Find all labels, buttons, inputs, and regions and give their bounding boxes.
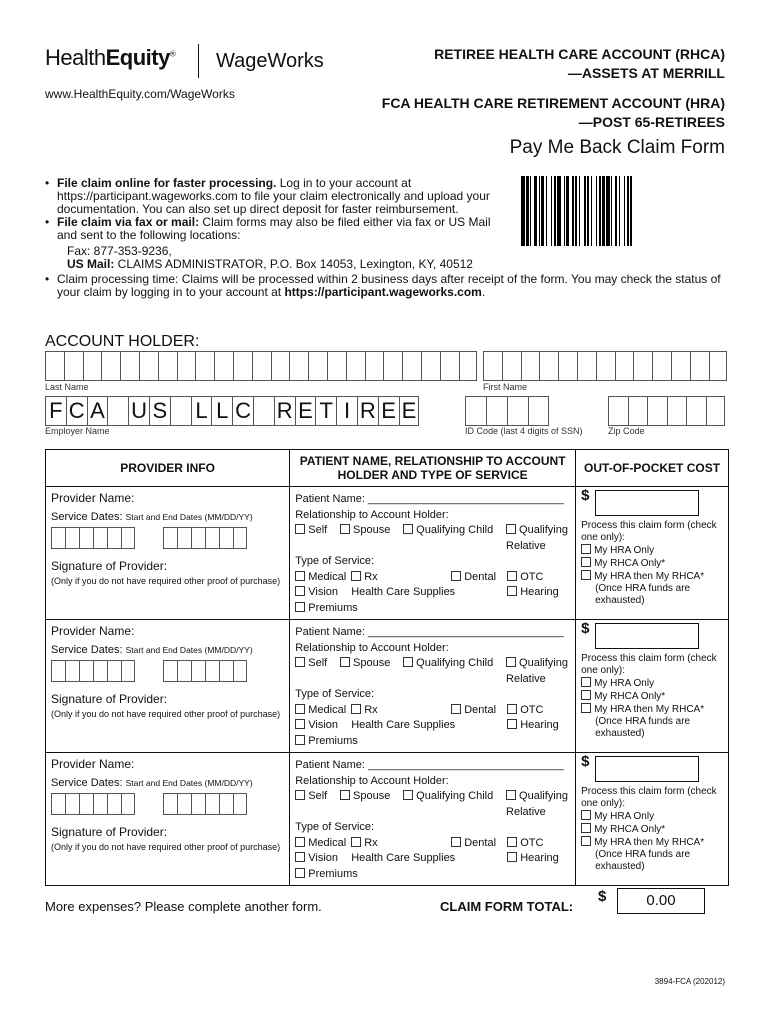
char-box[interactable] xyxy=(652,351,671,381)
char-box[interactable] xyxy=(271,351,290,381)
checkbox[interactable] xyxy=(351,704,361,714)
char-box[interactable] xyxy=(45,351,64,381)
claim-total-field[interactable]: 0.00 xyxy=(617,888,705,914)
char-box[interactable] xyxy=(120,351,139,381)
checkbox[interactable] xyxy=(581,810,591,820)
char-box[interactable] xyxy=(252,351,271,381)
service-dates-label: Service Dates: xyxy=(51,644,123,656)
provider-info-header: PROVIDER INFO xyxy=(46,450,290,487)
signature-label[interactable]: Signature of Provider: xyxy=(51,825,168,839)
checkbox[interactable] xyxy=(581,703,591,713)
checkbox[interactable] xyxy=(351,837,361,847)
provider-cell: Provider Name: Service Dates: Start and End Dates (MM/DD/YY) Signature of Provider: (Only if you do not have required other proof of purchase) xyxy=(46,620,289,749)
title-line-3: FCA HEALTH CARE RETIREMENT ACCOUNT (HRA) xyxy=(381,95,725,111)
date-boxes[interactable] xyxy=(163,793,247,815)
checkbox[interactable] xyxy=(581,677,591,687)
char-box[interactable]: R xyxy=(274,396,295,426)
char-box[interactable] xyxy=(690,351,709,381)
checkbox[interactable] xyxy=(351,571,361,581)
title-line-2: —ASSETS AT MERRILL xyxy=(567,65,725,81)
char-box[interactable] xyxy=(521,351,540,381)
zip-code-field[interactable] xyxy=(608,396,725,426)
cost-header: OUT-OF-POCKET COST xyxy=(576,450,729,487)
patient-cell: Patient Name: ________________________________ Relationship to Account Holder: Self Spouse Qualifying Child Qualifying Relative Type of Service: Medical Rx Dental OTC Vision Health Care Supplies Hearing Premiums xyxy=(290,620,575,752)
checkbox[interactable] xyxy=(403,790,413,800)
char-box[interactable] xyxy=(507,396,528,426)
char-box[interactable] xyxy=(158,351,177,381)
char-box[interactable] xyxy=(83,351,102,381)
char-box[interactable] xyxy=(365,351,384,381)
char-box[interactable] xyxy=(502,351,521,381)
title-line-4: —POST 65-RETIREES xyxy=(578,114,725,130)
char-box[interactable] xyxy=(558,351,577,381)
cost-cell: $ Process this claim form (check one only): My HRA Only My RHCA Only* My HRA then My RHCA* (Once HRA funds are exhausted) xyxy=(581,620,717,739)
checkbox[interactable] xyxy=(295,602,305,612)
checkbox[interactable] xyxy=(295,719,305,729)
checkbox[interactable] xyxy=(506,524,516,534)
checkbox[interactable] xyxy=(581,544,591,554)
amount-field[interactable] xyxy=(595,623,699,649)
char-box[interactable] xyxy=(706,396,726,426)
char-box[interactable]: T xyxy=(315,396,336,426)
date-boxes[interactable] xyxy=(51,793,135,815)
char-box[interactable]: C xyxy=(232,396,253,426)
char-box[interactable] xyxy=(233,351,252,381)
provider-cell: Provider Name: Service Dates: Start and End Dates (MM/DD/YY) Signature of Provider: (Only if you do not have required other proof of purchase) xyxy=(46,753,289,882)
checkbox[interactable] xyxy=(581,690,591,700)
char-box[interactable] xyxy=(647,396,667,426)
char-box[interactable] xyxy=(107,396,128,426)
claim-total-label: CLAIM FORM TOTAL: xyxy=(440,899,574,914)
char-box[interactable]: C xyxy=(66,396,87,426)
last-name-field[interactable] xyxy=(45,351,477,381)
checkbox[interactable] xyxy=(507,852,517,862)
logo-divider xyxy=(198,44,199,78)
patient-name-field[interactable]: Patient Name: ________________________________ xyxy=(295,493,564,505)
char-box[interactable] xyxy=(709,351,728,381)
service-dates-label: Service Dates: xyxy=(51,777,123,789)
instructions: • File claim online for faster processing. Log in to your account at https://participant.wageworks.com to file your claim electronically and upload your documentation. You can also set up direct deposit for faster reimbursement. • File claim via fax or mail: Claim forms may also be filed either via fax or US Mail and sent to the following locations: Fax: 877-353-9236, US Mail: CLAIMS ADMINISTRATOR, P.O. Box 14053, Lexington, KY, 40512 • Claim processing time: Claims will be processed within 2 business days after receipt of the form. You may check the status of your claim by logging in to your account at https://participant.wageworks.com. xyxy=(45,176,721,299)
char-box[interactable]: I xyxy=(336,396,357,426)
amount-field[interactable] xyxy=(595,490,699,516)
claim-row xyxy=(46,753,729,886)
form-number: 3894-FCA (202012) xyxy=(654,977,725,986)
patient-cell: Patient Name: ________________________________ Relationship to Account Holder: Self Spouse Qualifying Child Qualifying Relative Type of Service: Medical Rx Dental OTC Vision Health Care Supplies Hearing Premiums xyxy=(290,487,575,619)
char-box[interactable] xyxy=(327,351,346,381)
id-code-field[interactable] xyxy=(465,396,549,426)
checkbox[interactable] xyxy=(507,704,517,714)
patient-header: PATIENT NAME, RELATIONSHIP TO ACCOUNT HOLDER AND TYPE OF SERVICE xyxy=(290,450,576,487)
char-box[interactable] xyxy=(289,351,308,381)
patient-cell: Patient Name: ________________________________ Relationship to Account Holder: Self Spouse Qualifying Child Qualifying Relative Type of Service: Medical Rx Dental OTC Vision Health Care Supplies Hearing Premiums xyxy=(290,753,575,885)
char-box[interactable] xyxy=(195,351,214,381)
char-box[interactable] xyxy=(139,351,158,381)
checkbox[interactable] xyxy=(403,657,413,667)
checkbox[interactable] xyxy=(340,790,350,800)
first-name-label: First Name xyxy=(483,382,528,392)
char-box[interactable] xyxy=(383,351,402,381)
patient-name-field[interactable]: Patient Name: ________________________________ xyxy=(295,626,564,638)
amount-field[interactable] xyxy=(595,756,699,782)
checkbox[interactable] xyxy=(506,790,516,800)
checkbox[interactable] xyxy=(451,837,461,847)
provider-name-label[interactable]: Provider Name: xyxy=(51,757,135,771)
checkbox[interactable] xyxy=(581,836,591,846)
signature-label[interactable]: Signature of Provider: xyxy=(51,692,168,706)
checkbox[interactable] xyxy=(340,657,350,667)
char-box[interactable] xyxy=(671,351,690,381)
checkbox[interactable] xyxy=(403,524,413,534)
char-box[interactable] xyxy=(101,351,120,381)
char-box[interactable] xyxy=(539,351,558,381)
char-box[interactable] xyxy=(170,396,191,426)
provider-name-label[interactable]: Provider Name: xyxy=(51,491,135,505)
checkbox[interactable] xyxy=(295,868,305,878)
char-box[interactable]: E xyxy=(399,396,420,426)
char-box[interactable] xyxy=(686,396,706,426)
first-name-field[interactable] xyxy=(483,351,727,381)
checkbox[interactable] xyxy=(506,657,516,667)
char-box[interactable] xyxy=(486,396,507,426)
signature-label[interactable]: Signature of Provider: xyxy=(51,559,168,573)
char-box[interactable]: A xyxy=(87,396,108,426)
checkbox[interactable] xyxy=(581,570,591,580)
checkbox[interactable] xyxy=(295,852,305,862)
service-dates-label: Service Dates: xyxy=(51,511,123,523)
claim-row xyxy=(46,620,729,753)
char-box[interactable] xyxy=(177,351,196,381)
last-name-label: Last Name xyxy=(45,382,89,392)
employer-name-label: Employer Name xyxy=(45,426,110,436)
char-box[interactable] xyxy=(596,351,615,381)
zip-code-label: Zip Code xyxy=(608,426,645,436)
checkbox[interactable] xyxy=(295,790,305,800)
wageworks-logo: WageWorks xyxy=(216,50,324,72)
char-box[interactable] xyxy=(615,351,634,381)
char-box[interactable] xyxy=(253,396,274,426)
checkbox[interactable] xyxy=(507,586,517,596)
char-box[interactable] xyxy=(465,396,486,426)
char-box[interactable] xyxy=(628,396,648,426)
checkbox[interactable] xyxy=(581,823,591,833)
claim-table xyxy=(45,449,729,886)
checkbox[interactable] xyxy=(295,571,305,581)
char-box[interactable] xyxy=(633,351,652,381)
char-box[interactable] xyxy=(459,351,478,381)
checkbox[interactable] xyxy=(507,837,517,847)
date-boxes[interactable] xyxy=(51,660,135,682)
checkbox[interactable] xyxy=(507,719,517,729)
char-box[interactable] xyxy=(608,396,628,426)
date-boxes[interactable] xyxy=(163,527,247,549)
char-box[interactable] xyxy=(483,351,502,381)
checkbox[interactable] xyxy=(507,571,517,581)
checkbox[interactable] xyxy=(581,557,591,567)
char-box[interactable] xyxy=(667,396,687,426)
char-box[interactable]: E xyxy=(295,396,316,426)
char-box[interactable] xyxy=(577,351,596,381)
healthequity-logo: HealthEquity® xyxy=(45,45,176,70)
char-box[interactable]: L xyxy=(191,396,212,426)
checkbox[interactable] xyxy=(340,524,350,534)
date-boxes[interactable] xyxy=(163,660,247,682)
cost-cell: $ Process this claim form (check one only): My HRA Only My RHCA Only* My HRA then My RHCA* (Once HRA funds are exhausted) xyxy=(581,487,717,606)
checkbox[interactable] xyxy=(451,571,461,581)
provider-name-label[interactable]: Provider Name: xyxy=(51,624,135,638)
title-line-1: RETIREE HEALTH CARE ACCOUNT (RHCA) xyxy=(434,46,725,62)
id-code-label: ID Code (last 4 digits of SSN) xyxy=(465,426,583,436)
checkbox[interactable] xyxy=(295,586,305,596)
char-box[interactable]: U xyxy=(128,396,149,426)
char-box[interactable]: E xyxy=(378,396,399,426)
employer-name-field[interactable] xyxy=(45,396,419,426)
checkbox[interactable] xyxy=(295,837,305,847)
char-box[interactable] xyxy=(308,351,327,381)
char-box[interactable] xyxy=(64,351,83,381)
checkbox[interactable] xyxy=(451,704,461,714)
char-box[interactable] xyxy=(528,396,549,426)
claim-row xyxy=(46,487,729,620)
checkbox[interactable] xyxy=(295,735,305,745)
char-box[interactable]: S xyxy=(149,396,170,426)
account-holder-heading: ACCOUNT HOLDER: xyxy=(45,333,200,350)
checkbox[interactable] xyxy=(295,524,305,534)
char-box[interactable]: L xyxy=(211,396,232,426)
char-box[interactable]: F xyxy=(45,396,66,426)
char-box[interactable] xyxy=(421,351,440,381)
cost-cell: $ Process this claim form (check one only): My HRA Only My RHCA Only* My HRA then My RHCA* (Once HRA funds are exhausted) xyxy=(581,753,717,872)
form-title: Pay Me Back Claim Form xyxy=(509,137,725,158)
date-boxes[interactable] xyxy=(51,527,135,549)
char-box[interactable] xyxy=(214,351,233,381)
website-url: www.HealthEquity.com/WageWorks xyxy=(45,87,235,101)
total-dollar-sign: $ xyxy=(598,888,607,905)
char-box[interactable] xyxy=(346,351,365,381)
provider-cell: Provider Name: Service Dates: Start and End Dates (MM/DD/YY) Signature of Provider: (Only if you do not have required other proof of purchase) xyxy=(46,487,289,616)
patient-name-field[interactable]: Patient Name: ________________________________ xyxy=(295,759,564,771)
char-box[interactable] xyxy=(402,351,421,381)
more-expenses-note: More expenses? Please complete another form. xyxy=(45,899,322,914)
checkbox[interactable] xyxy=(295,704,305,714)
char-box[interactable] xyxy=(440,351,459,381)
participant-link[interactable]: https://participant.wageworks.com xyxy=(284,285,482,299)
char-box[interactable]: R xyxy=(357,396,378,426)
checkbox[interactable] xyxy=(295,657,305,667)
